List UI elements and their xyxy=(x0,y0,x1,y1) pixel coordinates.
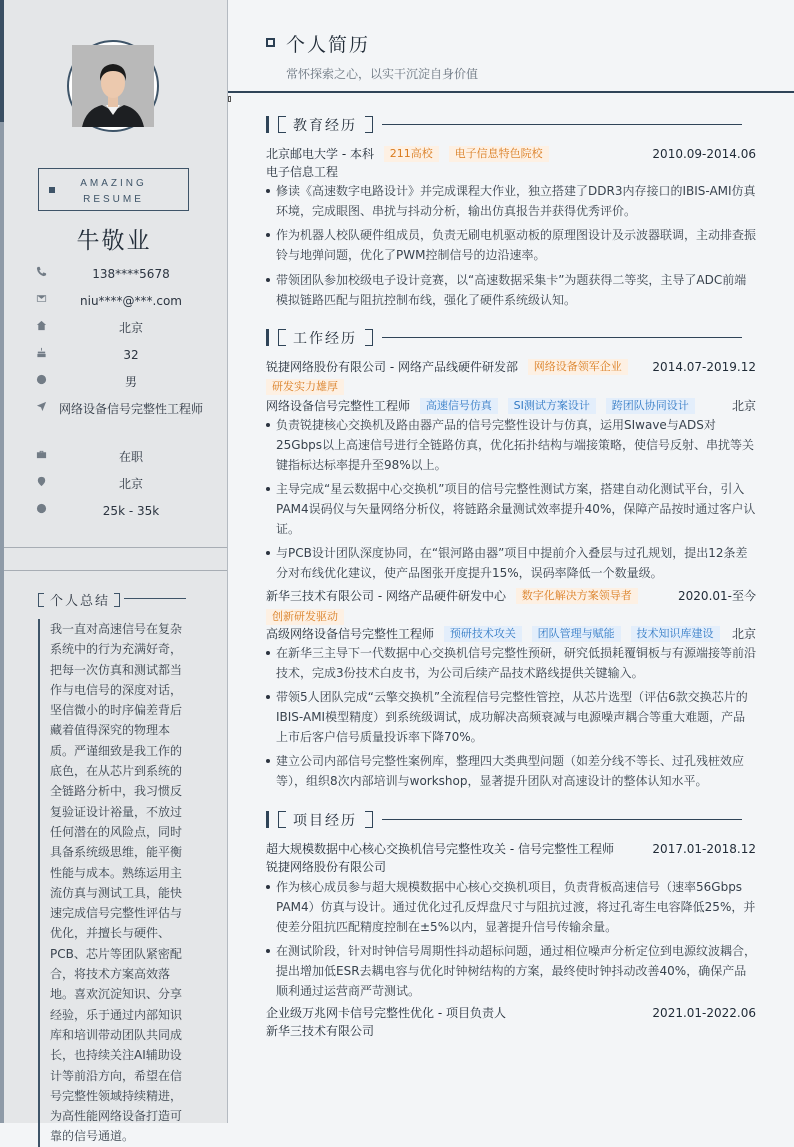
candidate-name: 牛敬业 xyxy=(76,228,152,254)
job-city: 北京 xyxy=(731,399,756,413)
role-tag: 跨团队协同设计 xyxy=(606,398,695,414)
project-date: 2021.01-2022.06 xyxy=(652,1006,756,1020)
badge-square-icon xyxy=(49,187,55,193)
project-header-row xyxy=(266,1004,756,1022)
info-age xyxy=(36,346,206,365)
job-bullet: 在新华三主导下一代数据中心交换机信号完整性预研，研究低损耗覆铜板与有源端接等前沿技术，完成3份技术白皮书，为公司后续产品技术路线提供关键输入。 xyxy=(266,643,756,683)
project-name: 企业级万兆网卡信号完整性优化 - 项目负责人 xyxy=(266,1006,506,1020)
projects-title-label: 项目经历 xyxy=(293,813,357,829)
job-date: 2020.01-至今 xyxy=(678,589,756,603)
role-tag: SI测试方案设计 xyxy=(508,398,596,414)
badge-line-2: RESUME xyxy=(83,194,144,205)
education-school: 北京邮电大学 - 本科 xyxy=(266,147,374,161)
phone-icon xyxy=(36,266,50,280)
project-name: 超大规模数据中心核心交换机信号完整性攻关 - 信号完整性工程师 xyxy=(266,842,614,856)
info-location xyxy=(36,319,206,338)
education-tag: 211高校 xyxy=(384,146,439,162)
info-position xyxy=(36,400,206,419)
company-tag: 创新研发驱动 xyxy=(266,609,344,625)
job-date: 2014.07-2019.12 xyxy=(652,360,756,374)
education-header-row xyxy=(266,145,756,163)
education-major-row xyxy=(266,163,756,181)
project-org: 新华三技术有限公司 xyxy=(266,1024,375,1038)
project-bullet: 作为核心成员参与超大规模数据中心核心交换机项目，负责背板高速信号（速率56Gbps PAM4）仿真与设计。通过优化过孔反焊盘尺寸与阻抗过渡，将过孔寄生电容降低25%，并使差分阻抗匹配精度控制在±5%以内，显著提升信号传输余量。 xyxy=(266,877,756,937)
job-city: 北京 xyxy=(731,627,756,641)
project-date: 2017.01-2018.12 xyxy=(652,842,756,856)
work-title-label: 工作经历 xyxy=(293,331,357,347)
job-role-row xyxy=(266,625,756,643)
education-bullet: 修读《高速数字电路设计》并完成课程大作业，独立搭建了DDR3内存接口的IBIS-AMI仿真环境，完成眼图、串扰与抖动分析，输出仿真报告并获得优秀评价。 xyxy=(266,181,756,221)
info-status xyxy=(36,448,206,467)
info-email xyxy=(36,292,206,311)
job-bullet: 建立公司内部信号完整性案例库，整理四大类典型问题（如差分线不等长、过孔残桩效应等），组织8次内部培训与workshop，显著提升团队对高速设计的整体认知水平。 xyxy=(266,751,756,791)
amazing-resume-badge xyxy=(38,168,189,211)
avatar xyxy=(67,40,159,132)
header-marker xyxy=(228,96,231,102)
project-org-row xyxy=(266,1022,756,1040)
position-text: 网络设备信号完整性工程师 xyxy=(58,402,203,416)
sidebar-edge-strip xyxy=(0,0,4,1123)
header-rule xyxy=(228,91,794,93)
role-tag: 预研技术攻关 xyxy=(444,626,522,642)
avatar-photo xyxy=(72,45,154,127)
summary-title-rule xyxy=(124,598,186,599)
status-text: 在职 xyxy=(118,450,143,464)
job-bullet: 与PCB设计团队深度协同，在“银河路由器”项目中提前介入叠层与过孔规划，提出12条差分对布线优化建议，使产品图张开度提升15%，误码率降低一个数量级。 xyxy=(266,543,756,583)
company-tag: 数字化解决方案领导者 xyxy=(516,588,638,604)
education-major: 电子信息工程 xyxy=(266,165,339,179)
location-pin-icon xyxy=(36,476,50,490)
gender-text: 男 xyxy=(124,375,137,389)
info-salary xyxy=(36,502,206,521)
project-bullet: 在测试阶段，针对时钟信号周期性抖动超标问题，通过相位噪声分析定位到电源纹波耦合，提出增加低ESR去耦电容与优化时钟树结构的方案，最终使时钟抖动改善40%，确保产品顺利通过运营商严苛测试。 xyxy=(266,941,756,1001)
mail-icon xyxy=(36,293,50,307)
city-text: 北京 xyxy=(118,477,143,491)
job-tag-row xyxy=(266,378,756,396)
project-header-row xyxy=(266,840,756,858)
phone-text: 138****5678 xyxy=(92,267,170,281)
header-square-icon xyxy=(266,38,275,47)
job-company: 锐捷网络股份有限公司 - 网络产品线硬件研发部 xyxy=(266,360,518,374)
education-tag: 电子信息特色院校 xyxy=(449,146,549,162)
send-icon xyxy=(36,401,50,415)
info-city xyxy=(36,475,206,494)
summary-title-label: 个人总结 xyxy=(50,594,111,609)
education-bullet: 带领团队参加校级电子设计竞赛，以“高速数据采集卡”为题获得二等奖，主导了ADC前端模拟链路匹配与阻抗控制布线，强化了硬件系统级认知。 xyxy=(266,270,756,310)
education-date: 2010.09-2014.06 xyxy=(652,147,756,161)
home-icon xyxy=(36,320,50,334)
salary-text: 25k - 35k xyxy=(102,504,160,518)
job-role: 网络设备信号完整性工程师 xyxy=(266,399,411,413)
company-tag: 研发实力雄厚 xyxy=(266,379,344,395)
main-content xyxy=(228,0,794,1123)
location-text: 北京 xyxy=(118,321,143,335)
job-bullet: 负责锐捷核心交换机及路由器产品的信号完整性设计与仿真，运用SIwave与ADS对25Gbps以上高速信号进行全链路仿真，优化拓扑结构与端接策略，使信号反射、串扰等关键指标达标率提升至98%以上。 xyxy=(266,415,756,475)
project-org: 锐捷网络股份有限公司 xyxy=(266,860,387,874)
sidebar xyxy=(0,0,228,1144)
job-tag-row xyxy=(266,608,756,626)
sidebar-edge-accent xyxy=(0,0,4,122)
page-subtitle: 常怀探索之心，以实干沉淀自身价值 xyxy=(286,67,479,81)
summary-text: 我一直对高速信号在复杂系统中的行为充满好奇，把每一次仿真和测试都当作与电信号的深度对话，坚信微小的时序偏差背后藏着值得深究的物理本质。严谨细致是我工作的底色，在从芯片到系统的全链路分析中，我习惯反复验证设计裕量，不放过任何潜在的风险点，同时具备系统级思维，能平衡性能与成本。熟练运用主流仿真与测试工具，能快速完成信号完整性评估与优化，并擅长与硬件、PCB、芯片等团队紧密配合，将技术方案高效落地。喜欢沉淀知识、分享经验，乐于通过内部知识库和培训带动团队共同成长，也持续关注AI辅助设计等前沿方向，希望在信号完整性领域持续精进，为高性能网络设备打造可靠的信号通道。 xyxy=(38,619,188,1147)
role-tag: 团队管理与赋能 xyxy=(532,626,621,642)
coin-icon xyxy=(36,503,50,517)
email-text: niu****@***.com xyxy=(80,294,182,308)
project-org-row xyxy=(266,858,756,876)
job-company: 新华三技术有限公司 - 网络产品硬件研发中心 xyxy=(266,589,506,603)
page-title: 个人简历 xyxy=(286,34,371,56)
badge-line-1: AMAZING xyxy=(80,178,147,189)
info-gender xyxy=(36,373,206,392)
job-role: 高级网络设备信号完整性工程师 xyxy=(266,627,435,641)
role-tag: 技术知识库建设 xyxy=(631,626,720,642)
education-bullet: 作为机器人校队硬件组成员，负责无刷电机驱动板的原理图设计及示波器联调，主动排查振铃与地弹问题，优化了PWM控制信号的边沿速率。 xyxy=(266,225,756,265)
briefcase-icon xyxy=(36,449,50,463)
education-title-label: 教育经历 xyxy=(293,118,357,134)
role-tag: 高速信号仿真 xyxy=(420,398,498,414)
company-tag: 网络设备领军企业 xyxy=(528,359,628,375)
sidebar-divider-bottom xyxy=(4,570,227,571)
job-header-row xyxy=(266,587,756,605)
info-phone xyxy=(36,265,206,284)
job-header-row xyxy=(266,358,756,376)
job-role-row xyxy=(266,397,756,415)
summary-section-title xyxy=(38,590,120,609)
job-bullet: 带领5人团队完成“云擎交换机”全流程信号完整性管控，从芯片选型（评估6款交换芯片的IBIS-AMI模型精度）到系统级调试，成功解决高频衰减与电源噪声耦合等重大难题，产品上市后客户信号质量投诉率下降70%。 xyxy=(266,687,756,747)
job-bullet: 主导完成“星云数据中心交换机”项目的信号完整性测试方案，搭建自动化测试平台，引入PAM4误码仪与矢量网络分析仪，将链路余量测试效率提升40%，保障产品按时通过客户认证。 xyxy=(266,479,756,539)
cake-icon xyxy=(36,347,50,361)
age-text: 32 xyxy=(123,348,139,362)
smile-icon xyxy=(36,374,50,388)
sidebar-divider-top xyxy=(4,547,227,548)
